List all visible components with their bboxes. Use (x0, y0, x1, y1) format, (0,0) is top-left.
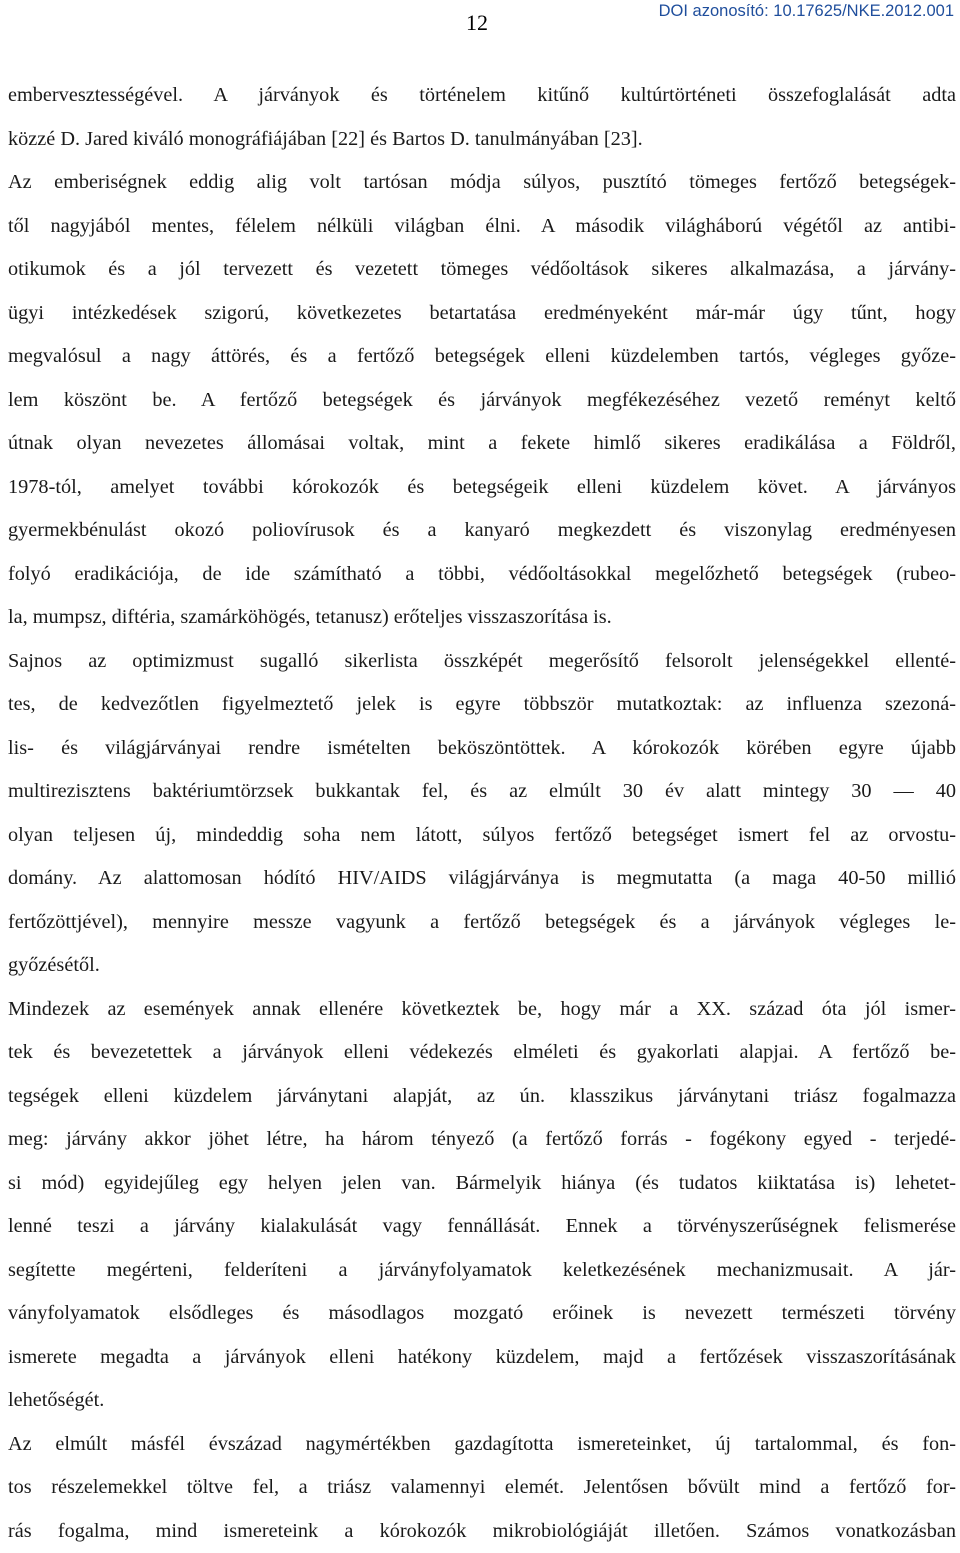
text-line: meg: járvány akkor jöhet létre, ha három tényező (a fertőző forrás - fogékony egyed - terjedé- (8, 1118, 956, 1162)
text-line: tes, de kedvezőtlen figyelmeztető jelek is egyre többször mutatkoztak: az influenza szezoná- (8, 683, 956, 727)
text-line: Mindezek az események annak ellenére következtek be, hogy már a XX. század óta jól ismer- (8, 988, 956, 1032)
page-number: 12 (466, 10, 488, 36)
doi-label: DOI azonosító: 10.17625/NKE.2012.001 (659, 2, 954, 21)
text-line: otikumok és a jól tervezett és vezetett tömeges védőoltások sikeres alkalmazása, a járvány- (8, 248, 956, 292)
text-line: Az elmúlt másfél évszázad nagymértékben gazdagította ismereteinket, új tartalommal, és fon- (8, 1423, 956, 1467)
body-text (8, 74, 956, 1553)
text-line: közzé D. Jared kiváló monográfiájában [22] és Bartos D. tanulmányában [23]. (8, 118, 956, 162)
text-line: lehetőségét. (8, 1379, 956, 1423)
text-line: rás fogalma, mind ismereteink a kórokozók mikrobiológiáját illetően. Számos vonatkozásban (8, 1510, 956, 1553)
text-line: győzésétől. (8, 944, 956, 988)
text-line: si mód) egyidejűleg egy helyen jelen van. Bármelyik hiánya (és tudatos kiiktatása is) lehetet- (8, 1162, 956, 1206)
text-line: folyó eradikációja, de ide számítható a többi, védőoltásokkal megelőzhető betegségek (rubeo- (8, 553, 956, 597)
text-line: lem köszönt be. A fertőző betegségek és járványok megfékezéséhez vezető reményt keltő (8, 379, 956, 423)
text-line: lenné teszi a járvány kialakulását vagy fennállását. Ennek a törvényszerűségnek felismerése (8, 1205, 956, 1249)
text-line: tos részelemekkel töltve fel, a triász valamennyi elemét. Jelentősen bővült mind a fertőző for- (8, 1466, 956, 1510)
text-line: segítette megérteni, felderíteni a járványfolyamatok keletkezésének mechanizmusait. A jár- (8, 1249, 956, 1293)
text-line: tegségek elleni küzdelem járványtani alapját, az ún. klasszikus járványtani triász fogalmazza (8, 1075, 956, 1119)
text-line: gyermekbénulást okozó poliovírusok és a kanyaró megkezdett és viszonylag eredményesen (8, 509, 956, 553)
text-line: Sajnos az optimizmust sugalló sikerlista összképét megerősítő felsorolt jelenségekkel ellenté- (8, 640, 956, 684)
text-line: 1978-tól, amelyet további kórokozók és betegségeik elleni küzdelem követ. A járványos (8, 466, 956, 510)
text-line: útnak olyan nevezetes állomásai voltak, mint a fekete himlő sikeres eradikálása a Földről, (8, 422, 956, 466)
text-line: multirezisztens baktériumtörzsek bukkantak fel, és az elmúlt 30 év alatt mintegy 30 — 40 (8, 770, 956, 814)
text-line: lis- és világjárványai rendre ismételten beköszöntöttek. A kórokozók körében egyre újabb (8, 727, 956, 771)
text-line: olyan teljesen új, mindeddig soha nem látott, súlyos fertőző betegséget ismert fel az orvostu- (8, 814, 956, 858)
text-line: fertőzöttjével), mennyire messze vagyunk a fertőző betegségek és a járványok végleges le- (8, 901, 956, 945)
text-line: ismerete megadta a járványok elleni hatékony küzdelem, majd a fertőzések visszaszorításának (8, 1336, 956, 1380)
text-line: ványfolyamatok elsődleges és másodlagos mozgató erőinek is nevezett természeti törvény (8, 1292, 956, 1336)
text-line: megvalósul a nagy áttörés, és a fertőző betegségek elleni küzdelemben tartós, végleges győze- (8, 335, 956, 379)
text-line: la, mumpsz, diftéria, szamárköhögés, tetanusz) erőteljes visszaszorítása is. (8, 596, 956, 640)
text-line: ügyi intézkedések szigorú, következetes betartatása eredményeként már-már úgy tűnt, hogy (8, 292, 956, 336)
text-line: domány. Az alattomosan hódító HIV/AIDS világjárványa is megmutatta (a maga 40-50 millió (8, 857, 956, 901)
text-line: Az emberiségnek eddig alig volt tartósan módja súlyos, pusztító tömeges fertőző betegségek- (8, 161, 956, 205)
text-line: embervesztességével. A járványok és történelem kitűnő kultúrtörténeti összefoglalását adta (8, 74, 956, 118)
text-line: től nagyjából mentes, félelem nélküli világban élni. A második világháború végétől az antibi- (8, 205, 956, 249)
text-line: tek és bevezetettek a járványok elleni védekezés elméleti és gyakorlati alapjai. A fertőző be- (8, 1031, 956, 1075)
